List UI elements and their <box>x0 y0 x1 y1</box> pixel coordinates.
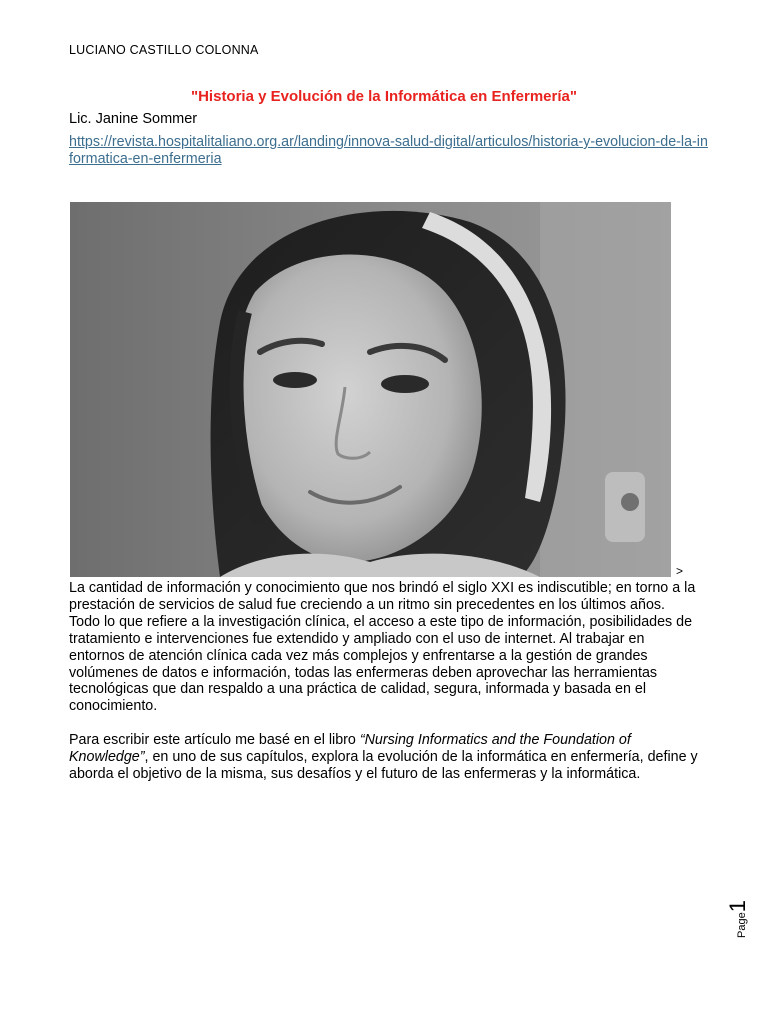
author-portrait-photo <box>70 202 671 577</box>
article-author: Lic. Janine Sommer <box>69 111 198 127</box>
page-label: Page <box>736 912 748 938</box>
paragraph-2-rest: , en uno de sus capítulos, explora la evolución de la informática en enfermería, define y aborda el objetivo de la misma, sus desafíos y el futuro de las enfermeras y la informática. <box>69 748 698 782</box>
book-title: “Nursing Informatics and the Foundation of Knowledge” <box>69 732 631 765</box>
header-author-name: LUCIANO CASTILLO COLONNA <box>69 43 259 57</box>
page-number: 1 <box>725 900 750 913</box>
page-number-marker <box>725 890 755 940</box>
body-paragraph-1: La cantidad de información y conocimiento que nos brindó el siglo XXI es indiscutible; en torno a la prestación de servicios de salud fue creciendo a un ritmo sin precedentes en los últimos años. Todo lo que refiere a la investigación clínica, el acceso a este tipo de información, posibilidades de tratamiento e intervenciones fue extendido y ampliado con el uso de internet. Al trabajar en entornos de atención clínica cada vez más complejos y enfrentarse a la gestión de grandes volúmenes de datos e información, todas las enfermeras deben aprovechar las herramientas tecnológicas que dan respaldo a una práctica de calidad, segura, informada y basada en el conocimiento. <box>69 580 696 715</box>
body-paragraph-2 <box>69 732 699 783</box>
inline-marker: > <box>676 564 684 578</box>
source-link[interactable]: https://revista.hospitalitaliano.org.ar/landing/innova-salud-digital/articulos/historia-y-evolucion-de-la-informatica-en-enfermeria <box>69 134 708 167</box>
article-title: "Historia y Evolución de la Informática en Enfermería" <box>190 88 577 105</box>
paragraph-2-intro: Para escribir este artículo me basé en el libro <box>69 732 360 748</box>
